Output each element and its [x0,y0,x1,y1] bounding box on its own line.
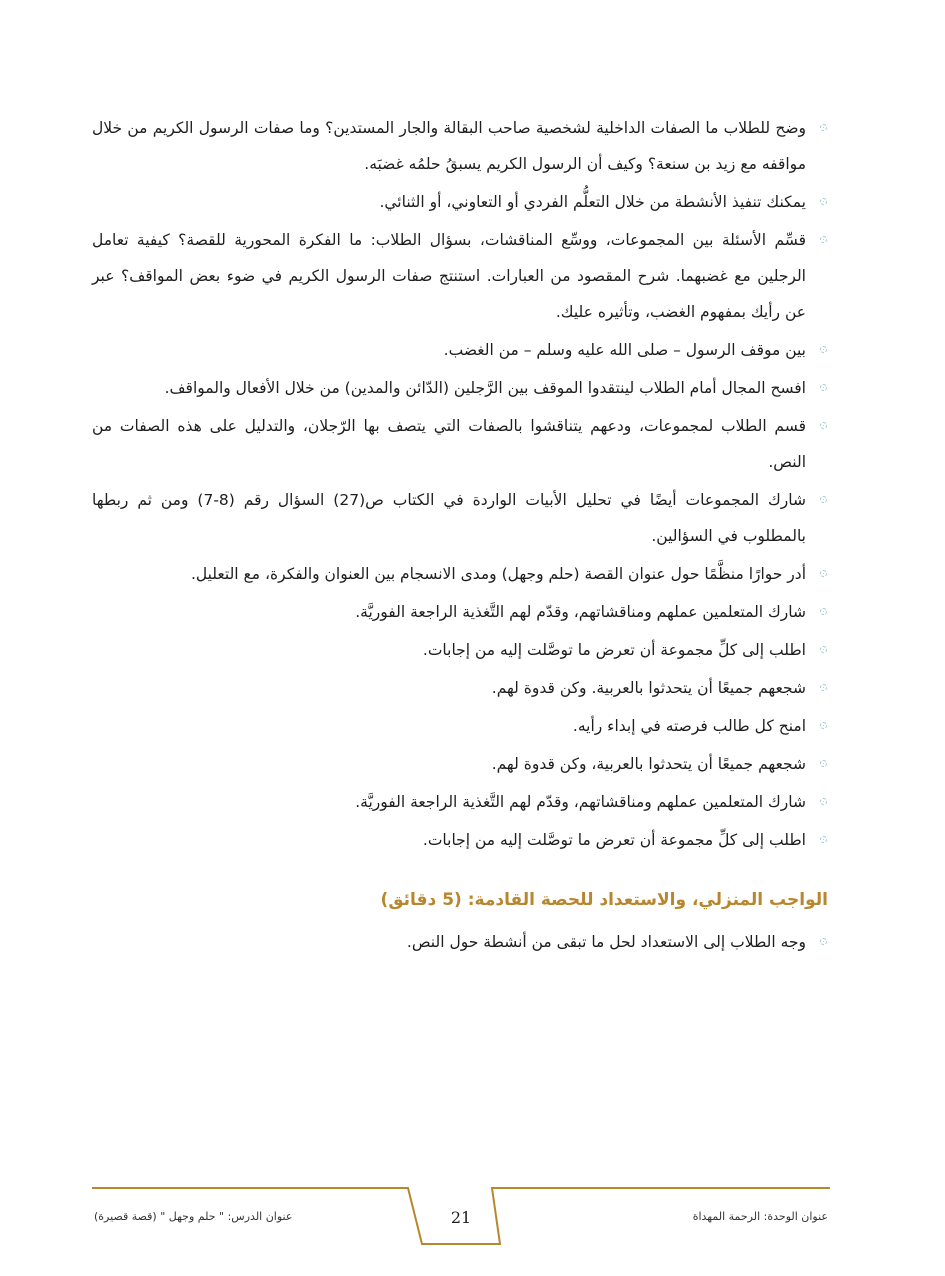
circle-bullet-icon [820,236,827,243]
list-item-text: افسح المجال أمام الطلاب لينتقدوا الموقف بين الرَّجلين (الدّائن والمدين) من خلال الأفعال والمواقف. [164,379,806,397]
circle-bullet-icon [820,722,827,729]
page-number: 21 [450,1208,472,1227]
circle-bullet-icon [820,836,827,843]
list-item [92,594,828,630]
list-item [92,746,828,782]
homework-heading: الواجب المنزلي، والاستعداد للحصة القادمة: (5 دقائق) [380,890,828,910]
list-item [92,822,828,858]
list-item-text: شارك المتعلمين عملهم ومناقشاتهم، وقدّم لهم التَّغذية الراجعة الفوريَّة. [355,603,806,621]
list-item [92,370,828,406]
circle-bullet-icon [820,384,827,391]
page-content [92,110,828,962]
list-item [92,408,828,480]
list-item [92,556,828,592]
list-item [92,924,828,960]
circle-bullet-icon [820,938,827,945]
list-item-text: يمكنك تنفيذ الأنشطة من خلال التعلُّم الفردي أو التعاوني، أو الثنائي. [379,193,806,211]
list-item-text: شجعهم جميعًا أن يتحدثوا بالعربية. وكن قدوة لهم. [491,679,806,697]
circle-bullet-icon [820,570,827,577]
circle-bullet-icon [820,346,827,353]
list-item [92,670,828,706]
list-item [92,222,828,330]
list-item-text: امنح كل طالب فرصته في إبداء رأيه. [572,717,806,735]
circle-bullet-icon [820,124,827,131]
page-footer [92,1186,830,1246]
list-item-text: شارك المجموعات أيضًا في تحليل الأبيات الواردة في الكتاب ص(27) السؤال رقم (8-7) ومن ثم ربطها بالمطلوب في السؤالين. [92,491,806,545]
list-item [92,110,828,182]
list-item [92,332,828,368]
list-item [92,482,828,554]
circle-bullet-icon [820,798,827,805]
list-item-text: اطلب إلى كلِّ مجموعة أن تعرض ما توصَّلت إليه من إجابات. [422,831,806,849]
circle-bullet-icon [820,760,827,767]
circle-bullet-icon [820,646,827,653]
list-item [92,184,828,220]
list-item-text: شارك المتعلمين عملهم ومناقشاتهم، وقدّم لهم التَّغذية الراجعة الفوريَّة. [355,793,806,811]
list-item-text: وضح للطلاب ما الصفات الداخلية لشخصية صاحب البقالة والجار المستدين؟ وما صفات الرسول الكريم من خلال مواقفه مع زيد بن سنعة؟ وكيف أن الرسول الكريم يسبقُ حلمُه غضبَه. [92,119,806,173]
list-item-text: أدر حوارًا منظَّمًا حول عنوان القصة (حلم وجهل) ومدى الانسجام بين العنوان والفكرة، مع التعليل. [190,565,806,583]
list-item-text: بين موقف الرسول – صلى الله عليه وسلم – من الغضب. [443,341,806,359]
circle-bullet-icon [820,684,827,691]
list-item-text: قسِّم الأسئلة بين المجموعات، ووسِّع المناقشات، بسؤال الطلاب: ما الفكرة المحورية للقصة؟ كيفية تعامل الرجلين مع غضبهما. شرح المقصود من العبارات. استنتج صفات الرسول الكريم في ضوء بعض المواقف؟ عبر عن رأيك بمفهوم الغضب، وتأثيره عليك. [92,231,806,321]
list-item-text: وجه الطلاب إلى الاستعداد لحل ما تبقى من أنشطة حول النص. [406,933,806,951]
list-item [92,632,828,668]
list-item-text: قسم الطلاب لمجموعات، ودعهم يتناقشوا بالصفات التي يتصف بها الرّجلان، والتدليل على هذه الصفات من النص. [92,417,806,471]
homework-list [92,924,828,960]
circle-bullet-icon [820,198,827,205]
unit-title: عنوان الوحدة: الرحمة المهداة [692,1210,828,1223]
circle-bullet-icon [820,422,827,429]
list-item-text: شجعهم جميعًا أن يتحدثوا بالعربية، وكن قدوة لهم. [491,755,806,773]
list-item-text: اطلب إلى كلِّ مجموعة أن تعرض ما توصَّلت إليه من إجابات. [422,641,806,659]
circle-bullet-icon [820,608,827,615]
list-item [92,784,828,820]
circle-bullet-icon [820,496,827,503]
list-item [92,708,828,744]
lesson-title: عنوان الدرس: " حلم وجهل " (قصة قصيرة) [94,1210,293,1223]
instruction-list [92,110,828,858]
